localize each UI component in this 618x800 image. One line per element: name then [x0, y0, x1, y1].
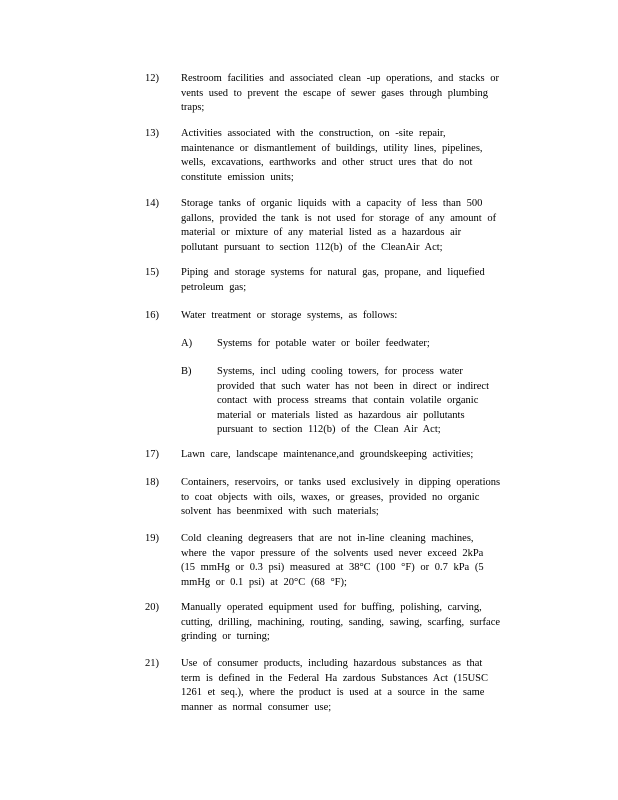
- item-number: 14): [145, 198, 159, 209]
- item-number: 16): [145, 310, 159, 321]
- item-text: Use of consumer products, including hazardous substances as that term is defined in the Federal Ha zardous Substances Act (15USC 1261 et seq.), where the product is used at a source in the same manner as normal consumer use;: [181, 658, 489, 713]
- item-text: Piping and storage systems for natural gas, propane, and liquefied petroleum gas;: [181, 267, 485, 293]
- item-number: 20): [145, 602, 159, 613]
- item-text: Systems for potable water or boiler feedwater;: [217, 338, 430, 349]
- item-text: Manually operated equipment used for buffing, polishing, carving, cutting, drilling, machining, routing, sanding, sawing, scarfing, surface grinding or turning;: [181, 602, 501, 642]
- item-text: Restroom facilities and associated clean -up operations, and stacks or vents used to prevent the escape of sewer gases through plumbing traps;: [181, 73, 499, 113]
- item-number: B): [181, 366, 192, 377]
- item-text: Activities associated with the construction, on -site repair, maintenance or dismantlement of buildings, utility lines, pipelines, wells, excavations, earthworks and other struct ures that do not constitute emission units;: [181, 128, 483, 183]
- item-number: 19): [145, 533, 159, 544]
- item-number: A): [181, 338, 193, 349]
- item-number: 15): [145, 267, 159, 278]
- item-number: 12): [145, 73, 159, 84]
- item-number: 17): [145, 449, 159, 460]
- item-number: 18): [145, 477, 159, 488]
- item-text: Lawn care, landscape maintenance,and groundskeeping activities;: [181, 449, 474, 460]
- item-number: 13): [145, 128, 159, 139]
- item-text: Storage tanks of organic liquids with a capacity of less than 500 gallons, provided the tank is not used for storage of any amount of material or mixture of any material listed as a hazardous air pollutant pursuant to section 112(b) of the CleanAir Act;: [181, 198, 497, 253]
- item-text: Systems, incl uding cooling towers, for process water provided that such water has not been in direct or indirect contact with process streams that contain volatile organic material or materials listed as hazardous air pollutants pursuant to section 112(b) of the Clean Air Act;: [217, 366, 490, 435]
- item-text: Water treatment or storage systems, as follows:: [181, 310, 398, 321]
- item-text: Containers, reservoirs, or tanks used exclusively in dipping operations to coat objects with oils, waxes, or greases, provided no organic solvent has beenmixed with such materials;: [181, 477, 501, 517]
- item-number: 21): [145, 658, 159, 669]
- item-text: Cold cleaning degreasers that are not in-line cleaning machines, where the vapor pressure of the solvents used never exceed 2kPa (15 mmHg or 0.3 psi) measured at 38°C (100 °F) or 0.7 kPa (5 mmHg or 0.1 psi) at 20°C (68 °F);: [181, 533, 484, 588]
